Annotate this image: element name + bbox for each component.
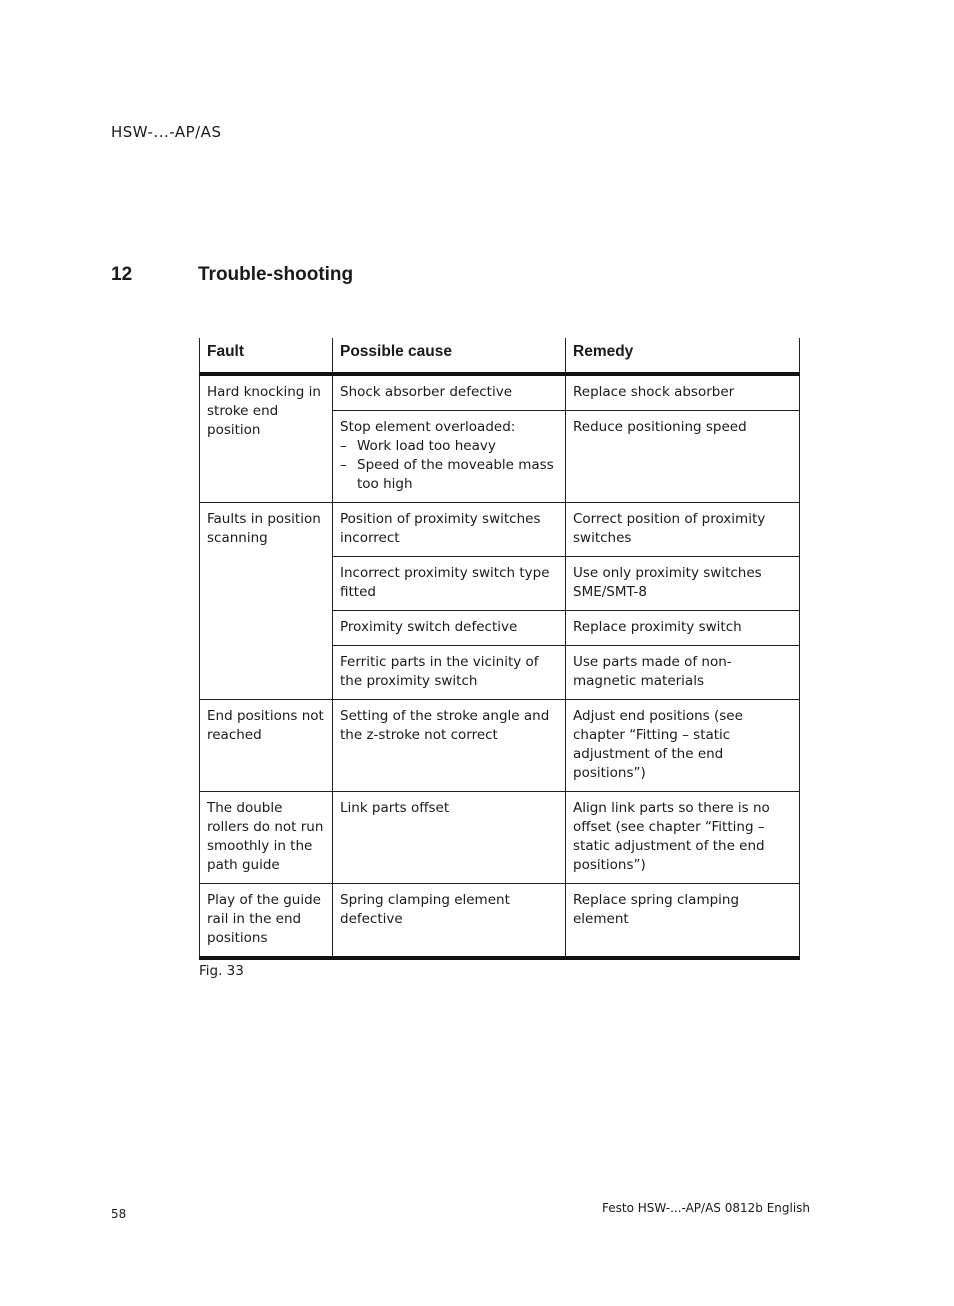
- remedy-cell: Align link parts so there is no offset (see chapter “Fitting – static adjustment of the end positions”): [566, 792, 800, 884]
- fault-cell: The double rollers do not run smoothly in the path guide: [200, 792, 333, 884]
- remedy-cell: Correct position of proximity switches: [566, 503, 800, 557]
- list-item: [340, 456, 559, 494]
- remedy-cell: Replace spring clamping element: [566, 884, 800, 959]
- fault-cell: End positions not reached: [200, 700, 333, 792]
- figure-caption: Fig. 33: [199, 963, 244, 979]
- page-number: 58: [111, 1207, 127, 1221]
- chapter-number: 12: [111, 264, 133, 285]
- cause-cell: Ferritic parts in the vicinity of the proximity switch: [333, 646, 566, 700]
- fault-cell: Faults in position scanning: [200, 503, 333, 700]
- header-remedy: Remedy: [566, 338, 800, 374]
- footer-document-info: Festo HSW-...-AP/AS 0812b English: [602, 1201, 811, 1215]
- dash-bullet: –: [340, 457, 347, 473]
- cause-cell: Position of proximity switches incorrect: [333, 503, 566, 557]
- fault-cell: Hard knocking in stroke end position: [200, 374, 333, 503]
- chapter-title: Trouble-shooting: [198, 264, 354, 285]
- table-row: [200, 884, 800, 959]
- cause-cell: Shock absorber defective: [333, 374, 566, 411]
- remedy-cell: Use only proximity switches SME/SMT-8: [566, 557, 800, 611]
- remedy-cell: Adjust end positions (see chapter “Fitting – static adjustment of the end positions”): [566, 700, 800, 792]
- list-item-text: Speed of the moveable mass too high: [357, 457, 554, 492]
- cause-text: Stop element overloaded:: [340, 419, 516, 435]
- cause-cell: [333, 411, 566, 503]
- remedy-cell: Use parts made of non-magnetic materials: [566, 646, 800, 700]
- fault-cell: Play of the guide rail in the end positions: [200, 884, 333, 959]
- remedy-cell: Reduce positioning speed: [566, 411, 800, 503]
- list-item: [340, 437, 559, 456]
- header-possible-cause: Possible cause: [333, 338, 566, 374]
- table-row: [200, 503, 800, 557]
- cause-cell: Spring clamping element defective: [333, 884, 566, 959]
- table-row: [200, 374, 800, 411]
- remedy-cell: Replace shock absorber: [566, 374, 800, 411]
- table-row: [200, 700, 800, 792]
- cause-cell: Incorrect proximity switch type fitted: [333, 557, 566, 611]
- cause-cell: Link parts offset: [333, 792, 566, 884]
- cause-cell: Proximity switch defective: [333, 611, 566, 646]
- cause-cell: Setting of the stroke angle and the z-stroke not correct: [333, 700, 566, 792]
- remedy-cell: Replace proximity switch: [566, 611, 800, 646]
- table-row: [200, 792, 800, 884]
- header-fault: Fault: [200, 338, 333, 374]
- document-code: HSW-...-AP/AS: [111, 123, 222, 141]
- table-header-row: [200, 338, 800, 374]
- list-item-text: Work load too heavy: [357, 438, 496, 454]
- dash-bullet: –: [340, 438, 347, 454]
- cause-list: [340, 437, 559, 494]
- troubleshooting-table: [199, 338, 800, 960]
